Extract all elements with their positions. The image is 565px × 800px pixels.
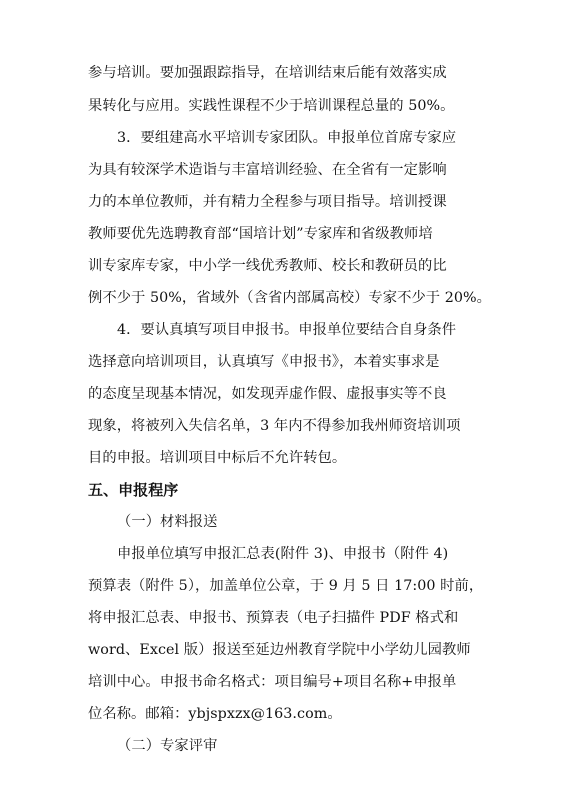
item-3-line: 3．要组建高水平培训专家团队。申报单位首席专家应	[117, 130, 457, 146]
subsection-heading: （一）材料报送	[117, 514, 218, 530]
section-heading: 五、申报程序	[88, 481, 179, 499]
paragraph-line: 例不少于 50%，省域外（含省内部属高校）专家不少于 20%。	[88, 290, 492, 306]
paragraph-line: 的态度呈现基本情况，如发现弄虚作假、虚报事实等不良	[88, 386, 447, 402]
paragraph-line: 力的本单位教师，并有精力全程参与项目指导。培训授课	[88, 194, 447, 210]
email-line: 位名称。邮箱：ybjspxzx@163.com。	[88, 706, 342, 722]
paragraph-line: 现象，将被列入失信名单，3 年内不得参加我州师资培训项	[88, 418, 461, 434]
paragraph-line: 将申报汇总表、申报书、预算表（电子扫描件 PDF 格式和	[88, 610, 459, 626]
paragraph-line: 为具有较深学术造诣与丰富培训经验、在全省有一定影响	[88, 162, 447, 178]
paragraph-line: 果转化与应用。实践性课程不少于培训课程总量的 50%。	[88, 98, 455, 114]
paragraph-line: 培训中心。申报书命名格式：项目编号+项目名称+申报单	[88, 674, 457, 690]
paragraph-line: 参与培训。要加强跟踪指导，在培训结束后能有效落实成	[88, 65, 447, 81]
paragraph-line: 申报单位填写申报汇总表(附件 3)、申报书（附件 4)	[117, 546, 449, 562]
paragraph-line: 选择意向培训项目，认真填写《申报书》，本着实事求是	[88, 354, 440, 370]
subsection-heading: （二）专家评审	[117, 738, 218, 754]
item-4-line: 4．要认真填写项目申报书。申报单位要结合自身条件	[117, 322, 457, 338]
paragraph-line: word、Excel 版）报送至延边州教育学院中小学幼儿园教师	[88, 642, 471, 658]
paragraph-line: 教师要优先选聘教育部“国培计划”专家库和省级教师培	[88, 226, 433, 242]
paragraph-line: 目的申报。培训项目中标后不允许转包。	[88, 450, 347, 466]
paragraph-line: 训专家库专家，中小学一线优秀教师、校长和教研员的比	[88, 258, 447, 274]
paragraph-line: 预算表（附件 5），加盖单位公章，于 9 月 5 日 17:00 时前，	[88, 578, 484, 594]
